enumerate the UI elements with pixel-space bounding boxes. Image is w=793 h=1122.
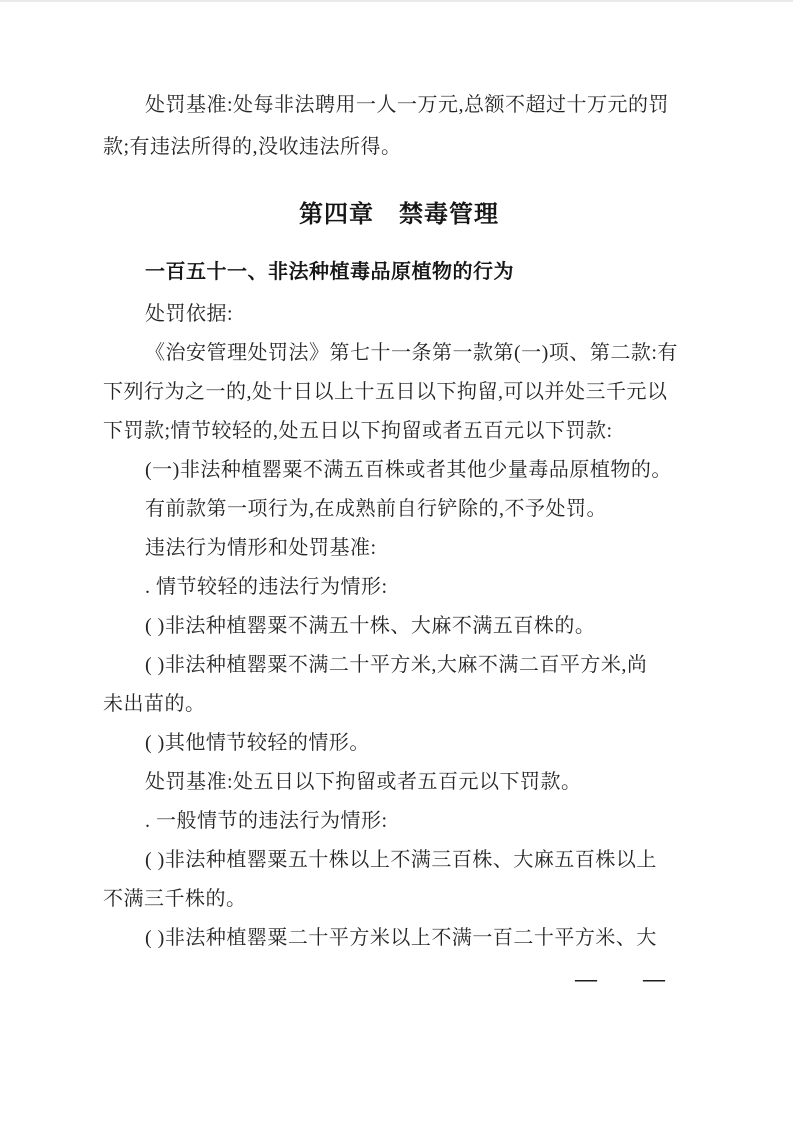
section-heading: 一百五十一、非法种植毒品原植物的行为 [145, 261, 514, 283]
text-line: 下列行为之一的,处十日以上十五日以下拘留,可以并处三千元以 [103, 381, 668, 403]
text-line: 款;有违法所得的,没收违法所得。 [103, 136, 402, 158]
page-number-dashes [575, 966, 665, 992]
text-line: 有前款第一项行为,在成熟前自行铲除的,不予处罚。 [145, 498, 607, 520]
text-line: 下罚款;情节较轻的,处五日以下拘留或者五百元以下罚款: [103, 420, 613, 442]
page-number-dash-left: — [575, 966, 597, 991]
text-line: (一)非法种植罂粟不满五百株或者其他少量毒品原植物的。 [145, 459, 672, 481]
text-line: ( )其他情节较轻的情形。 [145, 732, 370, 754]
text-line: ( )非法种植罂粟五十株以上不满三百株、大麻五百株以上 [145, 849, 657, 871]
text-line: . 情节较轻的违法行为情形: [145, 576, 388, 598]
body-text-block [103, 295, 695, 958]
text-line: . 一般情节的违法行为情形: [145, 810, 388, 832]
text-line: 《治安管理处罚法》第七十一条第一款第(一)项、第二款:有 [145, 342, 678, 364]
chapter-title: 第四章 禁毒管理 [299, 201, 499, 228]
text-line: 未出苗的。 [103, 693, 206, 715]
page-number-dash-right: — [643, 966, 665, 991]
text-line: ( )非法种植罂粟不满二十平方米,大麻不满二百平方米,尚 [145, 654, 648, 676]
text-line: 处罚基准:处五日以下拘留或者五百元以下罚款。 [145, 771, 582, 793]
text-line: ( )非法种植罂粟二十平方米以上不满一百二十平方米、大 [145, 927, 657, 949]
text-line: ( )非法种植罂粟不满五十株、大麻不满五百株的。 [145, 615, 596, 637]
text-line: 违法行为情形和处罚基准: [145, 537, 377, 559]
scan-edge-line [0, 0, 793, 2]
text-line: 不满三千株的。 [103, 888, 247, 910]
text-line: 处罚基准:处每非法聘用一人一万元,总额不超过十万元的罚 [145, 94, 670, 116]
page-content [103, 84, 695, 958]
text-line: 处罚依据: [145, 303, 234, 325]
